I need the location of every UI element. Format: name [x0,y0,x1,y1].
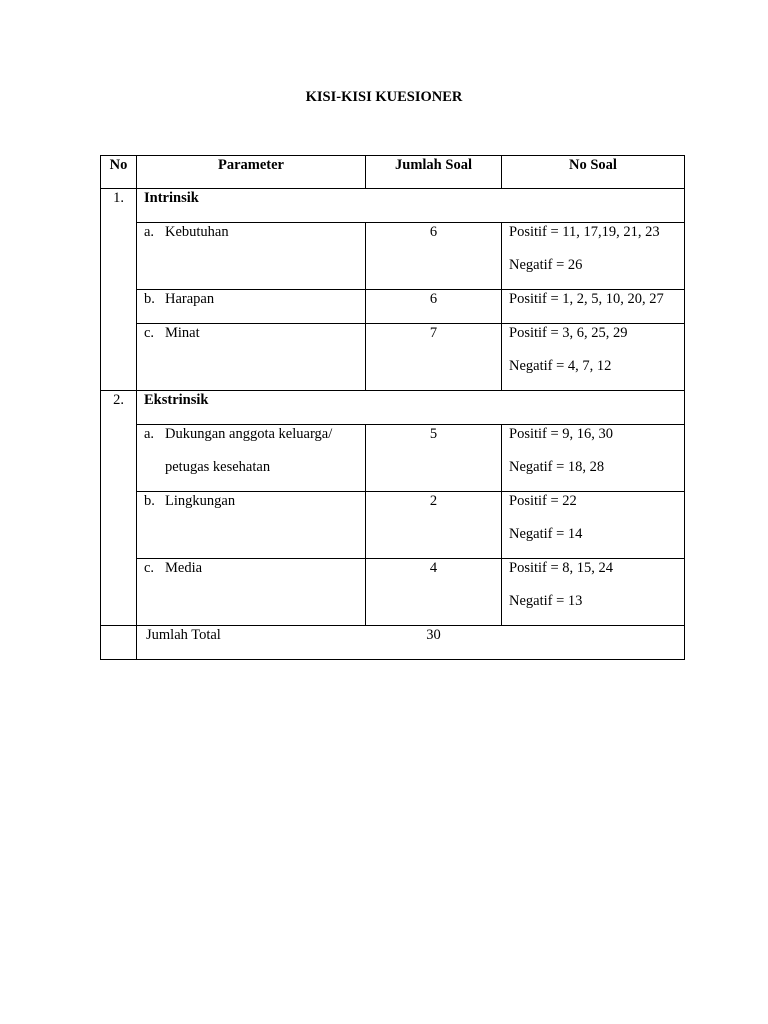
no-cell-empty [101,492,137,559]
table-row [101,425,685,492]
total-value: 30 [366,626,502,660]
section-row-ekstrinsik [101,391,685,425]
section-number: 2. [101,391,137,425]
no-soal-cell [502,425,685,492]
jumlah-soal-cell: 6 [366,290,502,324]
parameter-cell [137,324,366,391]
page-title: KISI-KISI KUESIONER [305,89,463,105]
no-soal-positif: Positif = 9, 16, 30 [509,426,614,442]
parameter-text: Harapan [165,291,215,307]
no-soal-negatif: Negatif = 4, 7, 12 [509,358,612,374]
table-row [101,223,685,290]
parameter-cell [137,492,366,559]
item-marker: b. [144,493,155,509]
no-soal-positif: Positif = 1, 2, 5, 10, 20, 27 [509,291,664,307]
total-row [101,626,685,660]
header-no-soal: No Soal [502,156,685,189]
table-header-row [101,156,685,189]
no-soal-negatif: Negatif = 13 [509,593,583,609]
parameter-cell [137,559,366,626]
no-soal-negatif: Negatif = 18, 28 [509,459,605,475]
header-no: No [101,156,137,189]
section-label-text: Ekstrinsik [144,392,209,408]
section-label [137,391,685,425]
section-label-text: Intrinsik [144,190,199,206]
parameter-text: Kebutuhan [165,224,229,240]
no-cell-empty [101,290,137,324]
no-soal-positif: Positif = 11, 17,19, 21, 23 [509,224,660,240]
header-jumlah-soal: Jumlah Soal [366,156,502,189]
jumlah-soal-cell: 4 [366,559,502,626]
parameter-cell [137,425,366,492]
total-blank-cell [502,626,685,660]
no-cell-empty [101,324,137,391]
jumlah-soal-cell: 2 [366,492,502,559]
no-cell-empty [101,559,137,626]
no-soal-positif: Positif = 22 [509,493,577,509]
header-parameter: Parameter [137,156,366,189]
no-cell-empty [101,425,137,492]
no-soal-cell [502,324,685,391]
parameter-text-continued: petugas kesehatan [165,459,271,475]
item-marker: c. [144,325,155,341]
parameter-text: Lingkungan [165,493,236,509]
table-row [101,559,685,626]
no-soal-cell [502,492,685,559]
no-soal-cell [502,223,685,290]
table-row [101,290,685,324]
item-marker: b. [144,291,155,307]
no-soal-negatif: Negatif = 26 [509,257,583,273]
parameter-cell [137,290,366,324]
no-soal-negatif: Negatif = 14 [509,526,583,542]
no-soal-positif: Positif = 3, 6, 25, 29 [509,325,628,341]
no-soal-cell [502,290,685,324]
item-marker: c. [144,560,155,576]
no-cell-empty [101,223,137,290]
kisi-kisi-table [100,155,685,660]
no-soal-cell [502,559,685,626]
jumlah-soal-cell: 5 [366,425,502,492]
jumlah-soal-cell: 6 [366,223,502,290]
parameter-text: Minat [165,325,200,341]
jumlah-soal-cell: 7 [366,324,502,391]
item-marker: a. [144,224,155,240]
parameter-cell [137,223,366,290]
section-row-intrinsik [101,189,685,223]
total-label: Jumlah Total [137,626,366,660]
parameter-text: Media [165,560,203,576]
item-marker: a. [144,426,155,442]
table-row [101,492,685,559]
no-soal-positif: Positif = 8, 15, 24 [509,560,614,576]
table-row [101,324,685,391]
kisi-kisi-table-wrap [100,155,685,660]
section-label [137,189,685,223]
section-number: 1. [101,189,137,223]
total-no-cell [101,626,137,660]
parameter-text: Dukungan anggota keluarga/ [165,426,333,442]
